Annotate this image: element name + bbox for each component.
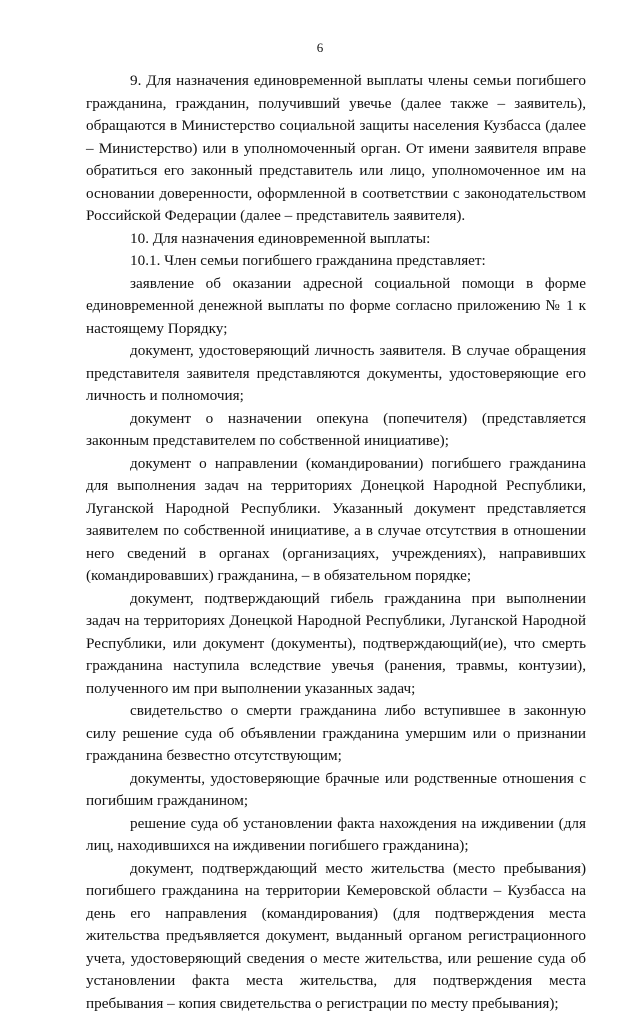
document-body: [86, 70, 586, 1015]
paragraph-10-1-heading: 10.1. Член семьи погибшего гражданина представляет:: [86, 250, 586, 273]
list-item-guardian-document: документ о назначении опекуна (попечителя) (представляется законным представителем по собственной инициативе);: [86, 408, 586, 453]
list-item-assignment-document: документ о направлении (командировании) погибшего гражданина для выполнения задач на территориях Донецкой Народной Республики, Луганской Народной Республики. Указанный документ представляется заявителем по собственной инициативе, а в случае отсутствия в отношении него сведений в органах (организациях, учреждениях), направивших (командировавших) гражданина, – в обязательном порядке;: [86, 453, 586, 588]
list-item-relationship-documents: документы, удостоверяющие брачные или родственные отношения с погибшим гражданином;: [86, 768, 586, 813]
list-item-residence-document: документ, подтверждающий место жительства (место пребывания) погибшего гражданина на территории Кемеровской области – Кузбасса на день его направления (командирования) (для подтверждения места жительства предъявляется документ, выданный органом регистрационного учета, удостоверяющий сведения о месте жительства, или решение суда об установлении факта места жительства, для подтверждения места пребывания – копия свидетельства о регистрации по месту пребывания);: [86, 858, 586, 1015]
list-item-death-confirmation: документ, подтверждающий гибель гражданина при выполнении задач на территориях Донецкой Народной Республики, Луганской Народной Республики, или документ (документы), подтверждающий(ие), что смерть гражданина наступила вследствие увечья (ранения, травмы, контузии), полученного им при выполнении указанных задач;: [86, 588, 586, 701]
list-item-identity-document: документ, удостоверяющий личность заявителя. В случае обращения представителя заявителя представляются документы, удостоверяющие его личность и полномочия;: [86, 340, 586, 408]
list-item-death-certificate: свидетельство о смерти гражданина либо вступившее в законную силу решение суда об объявлении гражданина умершим или о признании гражданина безвестно отсутствующим;: [86, 700, 586, 768]
paragraph-9-applicants: 9. Для назначения единовременной выплаты члены семьи погибшего гражданина, гражданин, получивший увечье (далее также – заявитель), обращаются в Министерство социальной защиты населения Кузбасса (далее – Министерство) или в уполномоченный орган. От имени заявителя вправе обратиться его законный представитель или лицо, уполномоченное им на основании доверенности, оформленной в соответствии с законодательством Российской Федерации (далее – представитель заявителя).: [86, 70, 586, 228]
paragraph-10-heading: 10. Для назначения единовременной выплаты:: [86, 228, 586, 251]
page-number: 6: [0, 40, 640, 56]
list-item-application: заявление об оказании адресной социальной помощи в форме единовременной денежной выплаты по форме согласно приложению № 1 к настоящему Порядку;: [86, 273, 586, 341]
list-item-dependency-ruling: решение суда об установлении факта нахождения на иждивении (для лиц, находившихся на иждивении погибшего гражданина);: [86, 813, 586, 858]
